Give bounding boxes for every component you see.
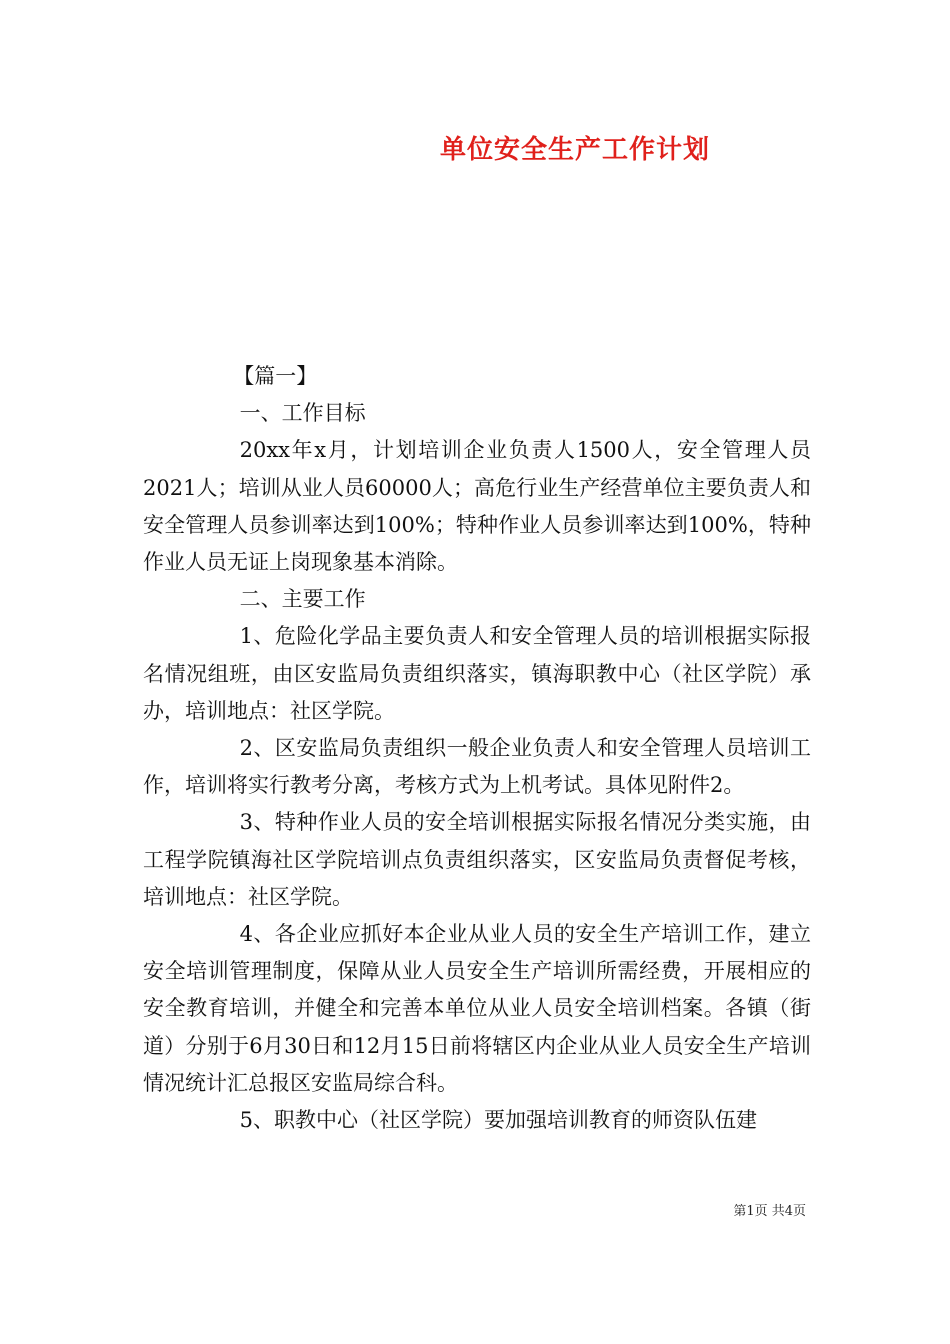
- document-body: [143, 358, 811, 1139]
- main-work-item-5: 5、职教中心（社区学院）要加强培训教育的师资队伍建: [239, 1108, 757, 1133]
- document-title-text: 单位安全生产工作计划: [439, 135, 710, 165]
- document-title: [0, 130, 950, 170]
- page-number-footer: 第1页 共4页: [733, 1204, 806, 1219]
- section-heading-goals: 一、工作目标: [239, 401, 366, 426]
- goals-paragraph: 20xx年x月，计划培训企业负责人1500人，安全管理人员2021人；培训从业人员60000人；高危行业生产经营单位主要负责人和安全管理人员参训率达到100%；特种作业人员参训率达到100%，特种作业人员无证上岗现象基本消除。: [143, 438, 811, 575]
- main-work-item-4: 4、各企业应抓好本企业从业人员的安全生产培训工作，建立安全培训管理制度，保障从业人员安全生产培训所需经费，开展相应的安全教育培训，并健全和完善本单位从业人员安全培训档案。各镇（街道）分别于6月30日和12月15日前将辖区内企业从业人员安全生产培训情况统计汇总报区安监局综合科。: [143, 922, 811, 1095]
- section-heading-main-work: 二、主要工作: [239, 587, 366, 612]
- part-label: 【篇一】: [233, 364, 318, 388]
- main-work-item-1: 1、危险化学品主要负责人和安全管理人员的培训根据实际报名情况组班，由区安监局负责组织落实，镇海职教中心（社区学院）承办，培训地点：社区学院。: [143, 624, 811, 723]
- main-work-item-3: 3、特种作业人员的安全培训根据实际报名情况分类实施，由工程学院镇海社区学院培训点负责组织落实，区安监局负责督促考核，培训地点：社区学院。: [143, 810, 811, 909]
- main-work-item-2: 2、区安监局负责组织一般企业负责人和安全管理人员培训工作，培训将实行教考分离，考核方式为上机考试。具体见附件2。: [143, 736, 811, 798]
